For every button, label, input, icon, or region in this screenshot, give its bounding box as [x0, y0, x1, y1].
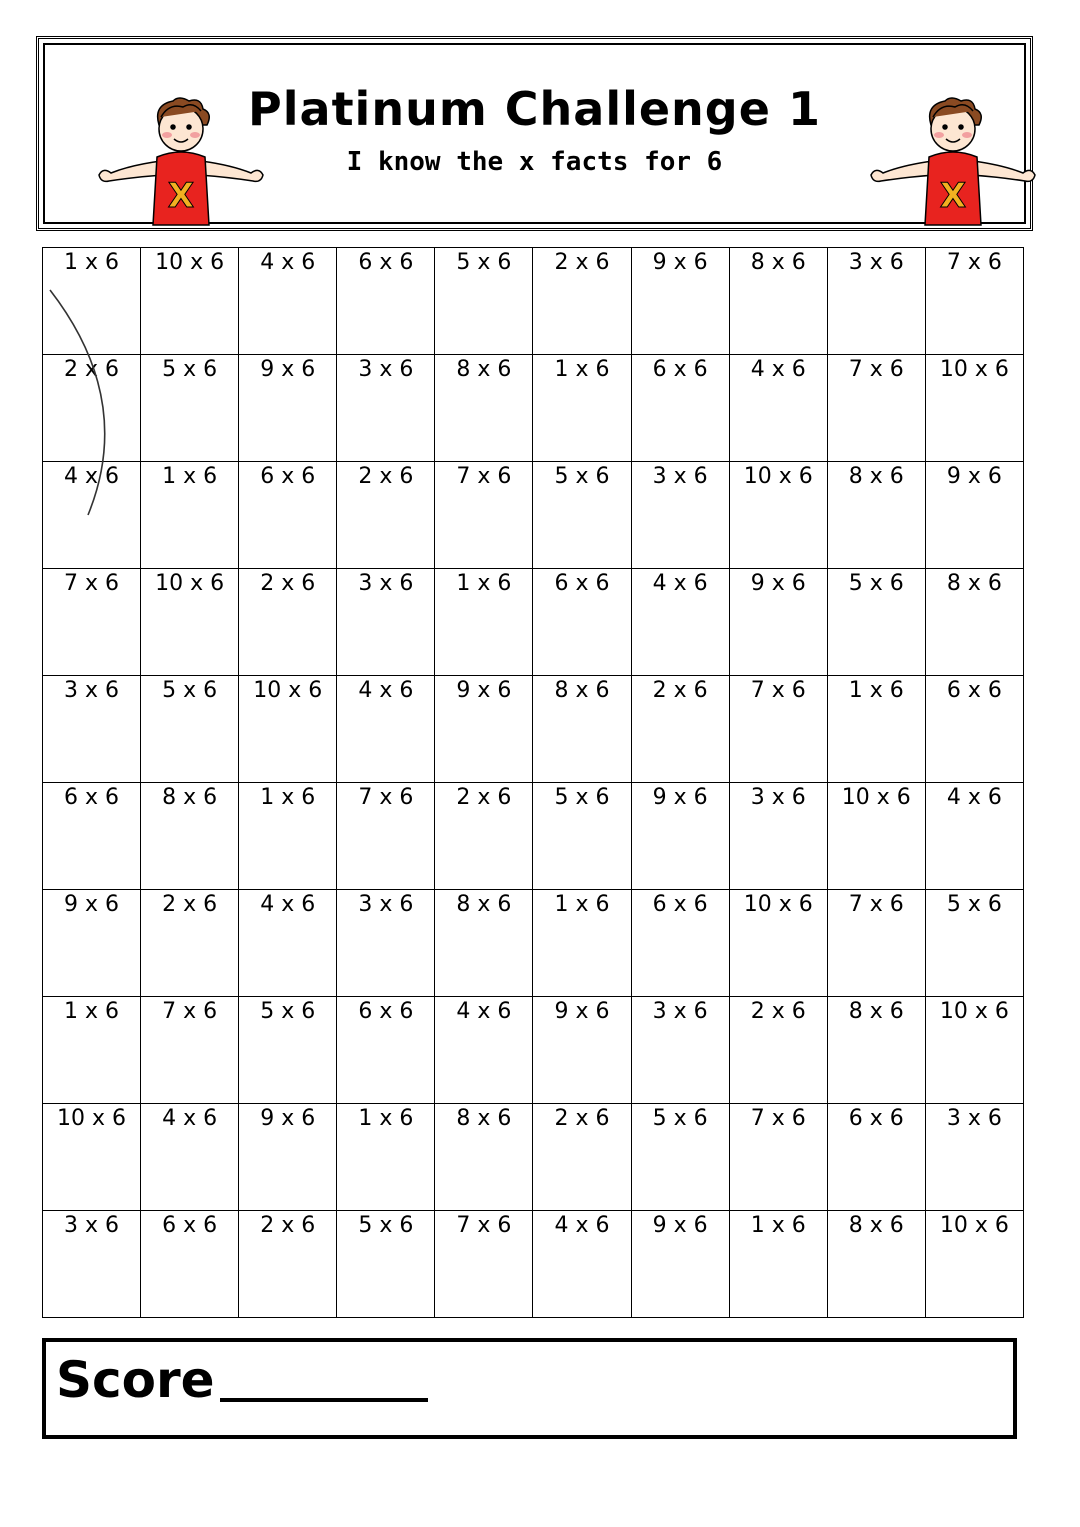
grid-cell[interactable]: 3 x 6 — [337, 355, 435, 462]
grid-cell[interactable]: 4 x 6 — [631, 569, 729, 676]
grid-cell[interactable]: 6 x 6 — [827, 1104, 925, 1211]
grid-cell[interactable]: 8 x 6 — [141, 783, 239, 890]
grid-cell[interactable]: 6 x 6 — [925, 676, 1023, 783]
grid-cell[interactable]: 4 x 6 — [239, 890, 337, 997]
grid-cell[interactable]: 2 x 6 — [337, 462, 435, 569]
grid-cell[interactable]: 1 x 6 — [435, 569, 533, 676]
grid-cell[interactable]: 2 x 6 — [729, 997, 827, 1104]
grid-cell[interactable]: 1 x 6 — [729, 1211, 827, 1318]
grid-row — [43, 783, 1024, 890]
grid-cell[interactable]: 2 x 6 — [533, 1104, 631, 1211]
grid-row — [43, 248, 1024, 355]
grid-cell[interactable]: 2 x 6 — [239, 1211, 337, 1318]
grid-cell[interactable]: 7 x 6 — [337, 783, 435, 890]
grid-cell[interactable]: 2 x 6 — [533, 248, 631, 355]
grid-cell[interactable]: 6 x 6 — [631, 355, 729, 462]
grid-cell[interactable]: 8 x 6 — [925, 569, 1023, 676]
grid-cell[interactable]: 1 x 6 — [827, 676, 925, 783]
grid-cell[interactable]: 1 x 6 — [43, 997, 141, 1104]
grid-cell[interactable]: 5 x 6 — [239, 997, 337, 1104]
grid-cell[interactable]: 4 x 6 — [729, 355, 827, 462]
grid-cell[interactable]: 7 x 6 — [141, 997, 239, 1104]
grid-cell[interactable]: 6 x 6 — [337, 997, 435, 1104]
grid-cell[interactable]: 9 x 6 — [239, 1104, 337, 1211]
grid-cell[interactable]: 3 x 6 — [631, 997, 729, 1104]
grid-cell[interactable]: 10 x 6 — [141, 248, 239, 355]
grid-cell[interactable]: 4 x 6 — [435, 997, 533, 1104]
grid-cell[interactable]: 7 x 6 — [827, 890, 925, 997]
grid-cell[interactable]: 8 x 6 — [827, 1211, 925, 1318]
grid-row — [43, 1211, 1024, 1318]
grid-cell[interactable]: 10 x 6 — [925, 1211, 1023, 1318]
grid-cell[interactable]: 3 x 6 — [827, 248, 925, 355]
grid-cell[interactable]: 3 x 6 — [631, 462, 729, 569]
grid-row — [43, 355, 1024, 462]
grid-cell[interactable]: 10 x 6 — [925, 997, 1023, 1104]
grid-row — [43, 890, 1024, 997]
grid-cell[interactable]: 5 x 6 — [827, 569, 925, 676]
grid-cell[interactable]: 9 x 6 — [435, 676, 533, 783]
times-table-grid — [42, 247, 1024, 1318]
grid-row — [43, 676, 1024, 783]
grid-cell[interactable]: 6 x 6 — [239, 462, 337, 569]
score-label: Score — [56, 1351, 215, 1409]
mascot-letter: X — [939, 176, 967, 216]
grid-cell[interactable]: 2 x 6 — [435, 783, 533, 890]
grid-cell[interactable]: 3 x 6 — [337, 569, 435, 676]
page-title: Platinum Challenge 1 — [248, 82, 821, 136]
grid-cell[interactable]: 10 x 6 — [141, 569, 239, 676]
grid-cell[interactable]: 5 x 6 — [141, 676, 239, 783]
grid-cell[interactable]: 4 x 6 — [925, 783, 1023, 890]
grid-cell[interactable]: 7 x 6 — [925, 248, 1023, 355]
grid-cell[interactable]: 9 x 6 — [729, 569, 827, 676]
grid-cell[interactable]: 2 x 6 — [43, 355, 141, 462]
worksheet-header — [36, 36, 1033, 231]
grid-cell[interactable]: 4 x 6 — [43, 462, 141, 569]
score-box — [42, 1338, 1017, 1439]
grid-cell[interactable]: 4 x 6 — [141, 1104, 239, 1211]
grid-cell[interactable]: 1 x 6 — [533, 890, 631, 997]
grid-cell[interactable]: 1 x 6 — [141, 462, 239, 569]
grid-cell[interactable]: 4 x 6 — [239, 248, 337, 355]
grid-cell[interactable]: 9 x 6 — [239, 355, 337, 462]
grid-cell[interactable]: 7 x 6 — [827, 355, 925, 462]
grid-row — [43, 997, 1024, 1104]
grid-cell[interactable]: 10 x 6 — [729, 462, 827, 569]
grid-cell[interactable]: 9 x 6 — [631, 1211, 729, 1318]
grid-cell[interactable]: 4 x 6 — [337, 676, 435, 783]
grid-cell[interactable]: 9 x 6 — [43, 890, 141, 997]
grid-cell[interactable]: 5 x 6 — [337, 1211, 435, 1318]
grid-cell[interactable]: 1 x 6 — [533, 355, 631, 462]
grid-cell[interactable]: 2 x 6 — [239, 569, 337, 676]
grid-cell[interactable]: 6 x 6 — [337, 248, 435, 355]
grid-cell[interactable]: 3 x 6 — [43, 1211, 141, 1318]
score-answer-line[interactable] — [220, 1398, 428, 1402]
grid-cell[interactable]: 7 x 6 — [729, 676, 827, 783]
grid-cell[interactable]: 3 x 6 — [43, 676, 141, 783]
grid-cell[interactable]: 6 x 6 — [533, 569, 631, 676]
grid-cell[interactable]: 7 x 6 — [729, 1104, 827, 1211]
grid-cell[interactable]: 2 x 6 — [141, 890, 239, 997]
grid-cell[interactable]: 1 x 6 — [239, 783, 337, 890]
grid-cell[interactable]: 5 x 6 — [925, 890, 1023, 997]
grid-row — [43, 1104, 1024, 1211]
grid-cell[interactable]: 1 x 6 — [337, 1104, 435, 1211]
grid-cell[interactable]: 7 x 6 — [435, 462, 533, 569]
grid-cell[interactable]: 10 x 6 — [827, 783, 925, 890]
grid-cell[interactable]: 6 x 6 — [141, 1211, 239, 1318]
grid-cell[interactable]: 10 x 6 — [239, 676, 337, 783]
grid-cell[interactable]: 5 x 6 — [631, 1104, 729, 1211]
grid-cell[interactable]: 8 x 6 — [435, 1104, 533, 1211]
grid-cell[interactable]: 5 x 6 — [435, 248, 533, 355]
grid-cell[interactable]: 4 x 6 — [533, 1211, 631, 1318]
grid-cell[interactable]: 2 x 6 — [631, 676, 729, 783]
grid-cell[interactable]: 8 x 6 — [435, 890, 533, 997]
grid-cell[interactable]: 8 x 6 — [435, 355, 533, 462]
grid-cell[interactable]: 8 x 6 — [729, 248, 827, 355]
grid-cell[interactable]: 3 x 6 — [925, 1104, 1023, 1211]
grid-cell[interactable]: 5 x 6 — [141, 355, 239, 462]
grid-cell[interactable]: 8 x 6 — [533, 676, 631, 783]
grid-cell[interactable]: 6 x 6 — [631, 890, 729, 997]
grid-cell[interactable]: 9 x 6 — [631, 783, 729, 890]
grid-cell[interactable]: 10 x 6 — [729, 890, 827, 997]
grid-cell[interactable]: 8 x 6 — [827, 462, 925, 569]
grid-cell[interactable]: 6 x 6 — [43, 783, 141, 890]
grid-cell[interactable]: 7 x 6 — [43, 569, 141, 676]
grid-cell[interactable]: 1 x 6 — [43, 248, 141, 355]
grid-body — [43, 248, 1024, 1318]
mascot-letter: X — [167, 176, 195, 216]
grid-cell[interactable]: 8 x 6 — [827, 997, 925, 1104]
grid-cell[interactable]: 9 x 6 — [533, 997, 631, 1104]
grid-row — [43, 462, 1024, 569]
grid-cell[interactable]: 3 x 6 — [337, 890, 435, 997]
grid-cell[interactable]: 9 x 6 — [925, 462, 1023, 569]
grid-cell[interactable]: 9 x 6 — [631, 248, 729, 355]
grid-cell[interactable]: 3 x 6 — [729, 783, 827, 890]
grid-cell[interactable]: 10 x 6 — [925, 355, 1023, 462]
boy-mascot-icon — [863, 97, 1053, 227]
grid-cell[interactable]: 10 x 6 — [43, 1104, 141, 1211]
page-subtitle: I know the x facts for 6 — [346, 147, 723, 177]
grid-cell[interactable]: 5 x 6 — [533, 783, 631, 890]
grid-cell[interactable]: 5 x 6 — [533, 462, 631, 569]
grid-cell[interactable]: 7 x 6 — [435, 1211, 533, 1318]
grid-row — [43, 569, 1024, 676]
